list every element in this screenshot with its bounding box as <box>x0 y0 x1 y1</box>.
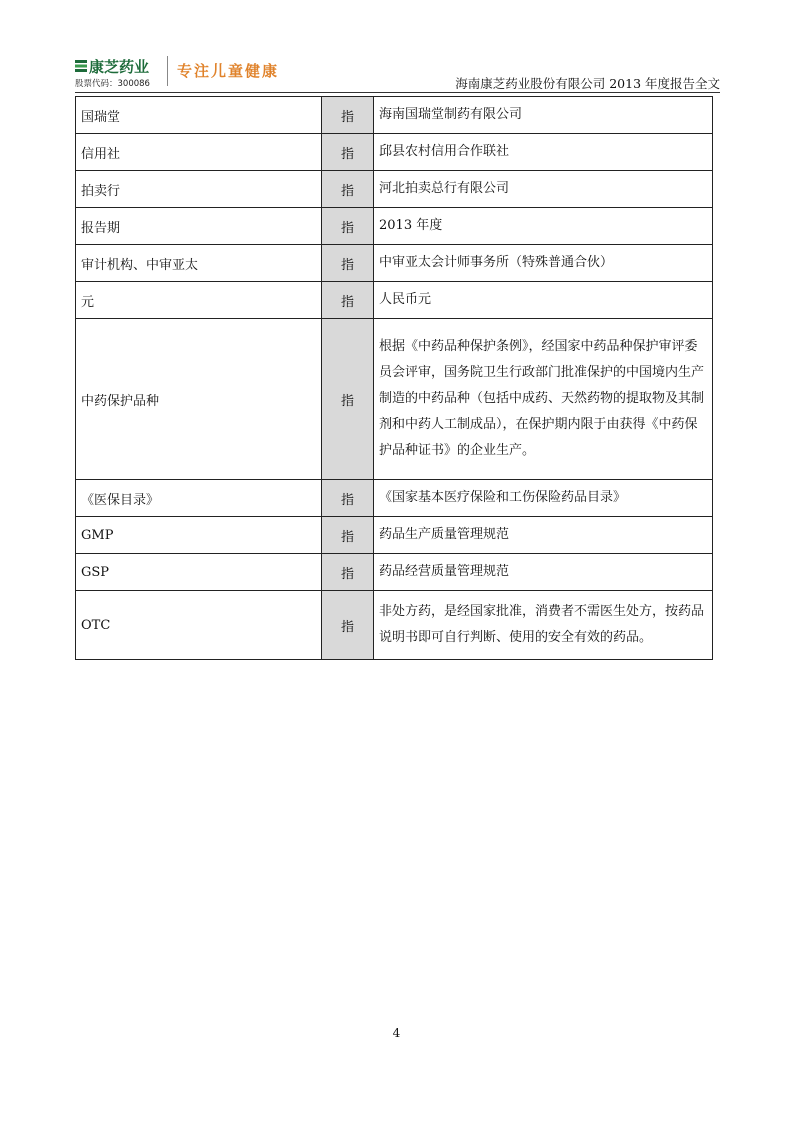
term-cell: GMP <box>76 517 322 554</box>
table-row <box>76 319 713 480</box>
term-cell: 中药保护品种 <box>76 319 322 480</box>
ref-cell: 指 <box>322 282 374 319</box>
logo-mark-icon <box>75 60 87 72</box>
term-cell: 元 <box>76 282 322 319</box>
table-row <box>76 97 713 134</box>
table-row <box>76 134 713 171</box>
term-cell: OTC <box>76 591 322 660</box>
desc-cell: 邱县农村信用合作联社 <box>374 134 713 171</box>
table-row <box>76 554 713 591</box>
desc-cell: 人民币元 <box>374 282 713 319</box>
company-logo <box>75 56 165 90</box>
desc-cell: 药品生产质量管理规范 <box>374 517 713 554</box>
ref-cell: 指 <box>322 171 374 208</box>
ref-cell: 指 <box>322 97 374 134</box>
page-header <box>75 52 720 92</box>
desc-cell: 2013 年度 <box>374 208 713 245</box>
term-cell: 国瑞堂 <box>76 97 322 134</box>
term-cell: 《医保目录》 <box>76 480 322 517</box>
term-cell: 信用社 <box>76 134 322 171</box>
logo-divider <box>167 56 168 86</box>
slogan: 专注儿童健康 <box>177 62 280 80</box>
term-cell: GSP <box>76 554 322 591</box>
table-row <box>76 591 713 660</box>
table-row <box>76 282 713 319</box>
table-row <box>76 245 713 282</box>
term-cell: 报告期 <box>76 208 322 245</box>
desc-cell: 非处方药，是经国家批准，消费者不需医生处方，按药品说明书即可自行判断、使用的安全有效的药品。 <box>374 591 713 660</box>
ref-cell: 指 <box>322 517 374 554</box>
ref-cell: 指 <box>322 480 374 517</box>
definitions-table <box>75 96 713 660</box>
ref-cell: 指 <box>322 208 374 245</box>
ref-cell: 指 <box>322 319 374 480</box>
term-cell: 拍卖行 <box>76 171 322 208</box>
ref-cell: 指 <box>322 554 374 591</box>
table-row <box>76 480 713 517</box>
desc-cell: 海南国瑞堂制药有限公司 <box>374 97 713 134</box>
ref-cell: 指 <box>322 134 374 171</box>
term-cell: 审计机构、中审亚太 <box>76 245 322 282</box>
ref-cell: 指 <box>322 591 374 660</box>
desc-cell: 《国家基本医疗保险和工伤保险药品目录》 <box>374 480 713 517</box>
desc-cell: 中审亚太会计师事务所（特殊普通合伙） <box>374 245 713 282</box>
stock-code: 股票代码：300086 <box>75 79 150 89</box>
desc-cell: 河北拍卖总行有限公司 <box>374 171 713 208</box>
table-row <box>76 171 713 208</box>
header-rule <box>75 92 720 93</box>
page-number: 4 <box>392 1026 401 1040</box>
table-row <box>76 517 713 554</box>
logo-name: 康芝药业 <box>89 58 150 76</box>
report-title: 海南康芝药业股份有限公司 2013 年度报告全文 <box>455 76 720 91</box>
desc-cell: 根据《中药品种保护条例》，经国家中药品种保护审评委员会评审，国务院卫生行政部门批准保护的中国境内生产制造的中药品种（包括中成药、天然药物的提取物及其制剂和中药人工制成品），在保护期内限于由获得《中药保护品种证书》的企业生产。 <box>374 319 713 480</box>
desc-cell: 药品经营质量管理规范 <box>374 554 713 591</box>
table-row <box>76 208 713 245</box>
ref-cell: 指 <box>322 245 374 282</box>
